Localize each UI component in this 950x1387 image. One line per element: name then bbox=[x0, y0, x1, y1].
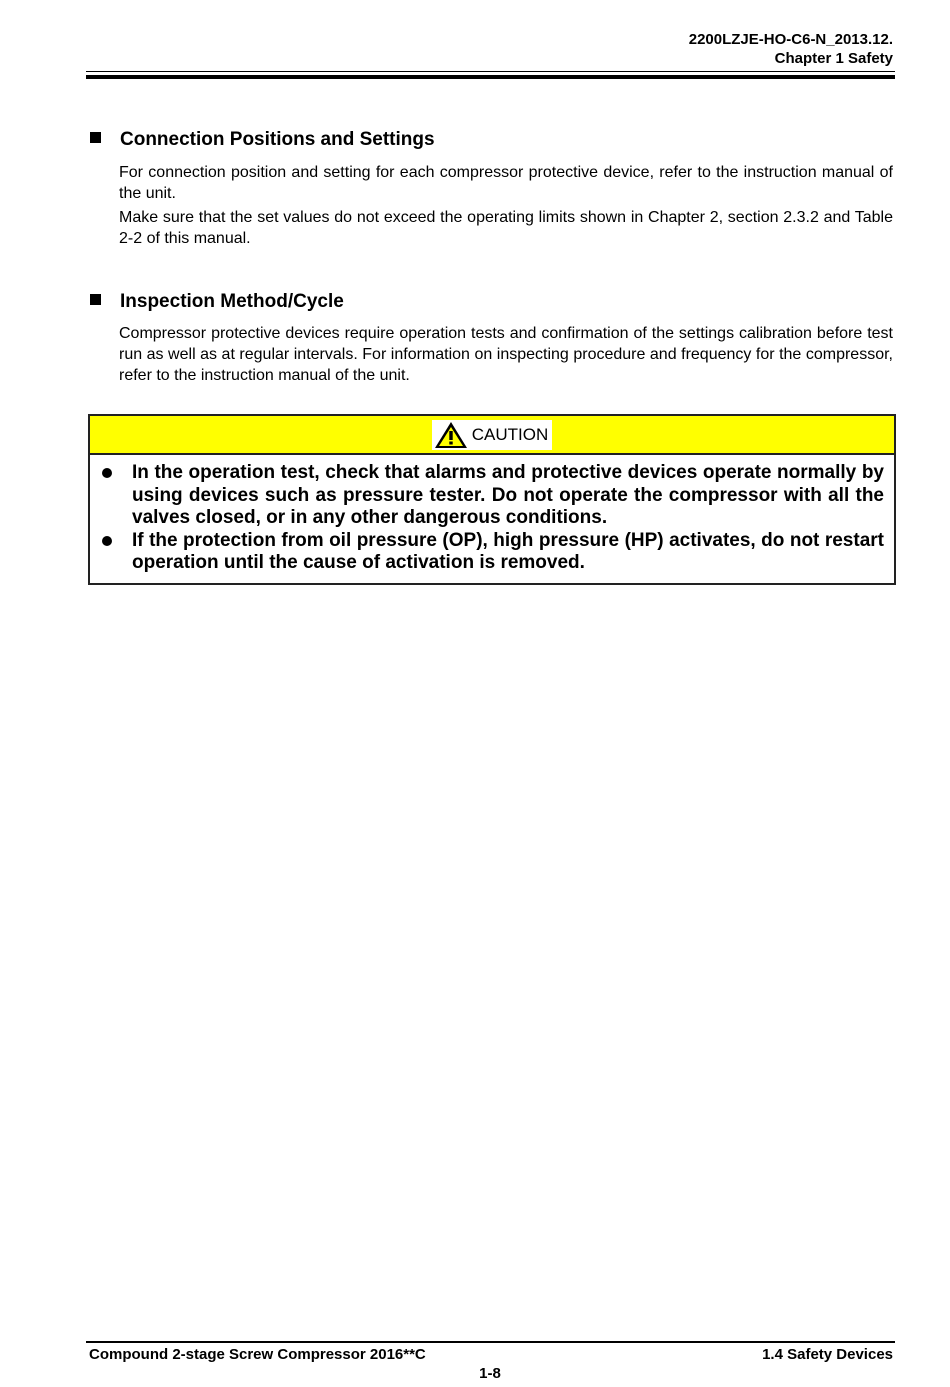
paragraph: Compressor protective devices require operation tests and confirmation of the settings calibration before test run as well as at regular intervals. For information on inspecting procedure and frequency for the compressor, refer to the instruction manual of the unit. bbox=[119, 325, 893, 384]
bullet-dot-icon bbox=[100, 462, 132, 530]
section-heading-connection: Connection Positions and Settings bbox=[90, 128, 435, 152]
square-bullet-icon bbox=[90, 132, 101, 143]
chapter-title: Chapter 1 Safety bbox=[774, 50, 893, 67]
page-header bbox=[689, 30, 893, 68]
header-rule-thin bbox=[86, 71, 895, 72]
caution-list bbox=[90, 455, 894, 583]
list-item: If the protection from oil pressure (OP), high pressure (HP) activates, do not restart operation until the cause of activation is removed. bbox=[100, 530, 884, 575]
page-number: 1-8 bbox=[479, 1365, 501, 1382]
document-id: 2200LZJE-HO-C6-N_2013.12. bbox=[688, 31, 893, 48]
header-rule-thick bbox=[86, 75, 895, 79]
bullet-dot-icon bbox=[100, 530, 132, 575]
paragraph: Make sure that the set values do not exceed the operating limits shown in Chapter 2, section 2.3.2 and Table 2-2 of this manual. bbox=[119, 209, 893, 247]
caution-box bbox=[88, 414, 896, 585]
caution-tag bbox=[432, 420, 553, 450]
caution-label: CAUTION bbox=[471, 424, 549, 444]
footer-rule bbox=[86, 1341, 895, 1343]
paragraph: For connection position and setting for each compressor protective device, refer to the instruction manual of the unit. bbox=[119, 164, 893, 202]
footer-product-title: Compound 2-stage Screw Compressor 2016**C bbox=[89, 1346, 426, 1363]
square-bullet-icon bbox=[90, 294, 101, 305]
list-item: In the operation test, check that alarms and protective devices operate normally by using devices such as pressure tester. Do not operate the compressor with all the valves closed, or in any other dangerous conditions. bbox=[100, 462, 884, 530]
warning-triangle-icon bbox=[434, 421, 468, 449]
footer-section-title: 1.4 Safety Devices bbox=[762, 1346, 893, 1363]
section-heading-inspection: Inspection Method/Cycle bbox=[90, 290, 344, 314]
caution-header bbox=[90, 416, 894, 455]
